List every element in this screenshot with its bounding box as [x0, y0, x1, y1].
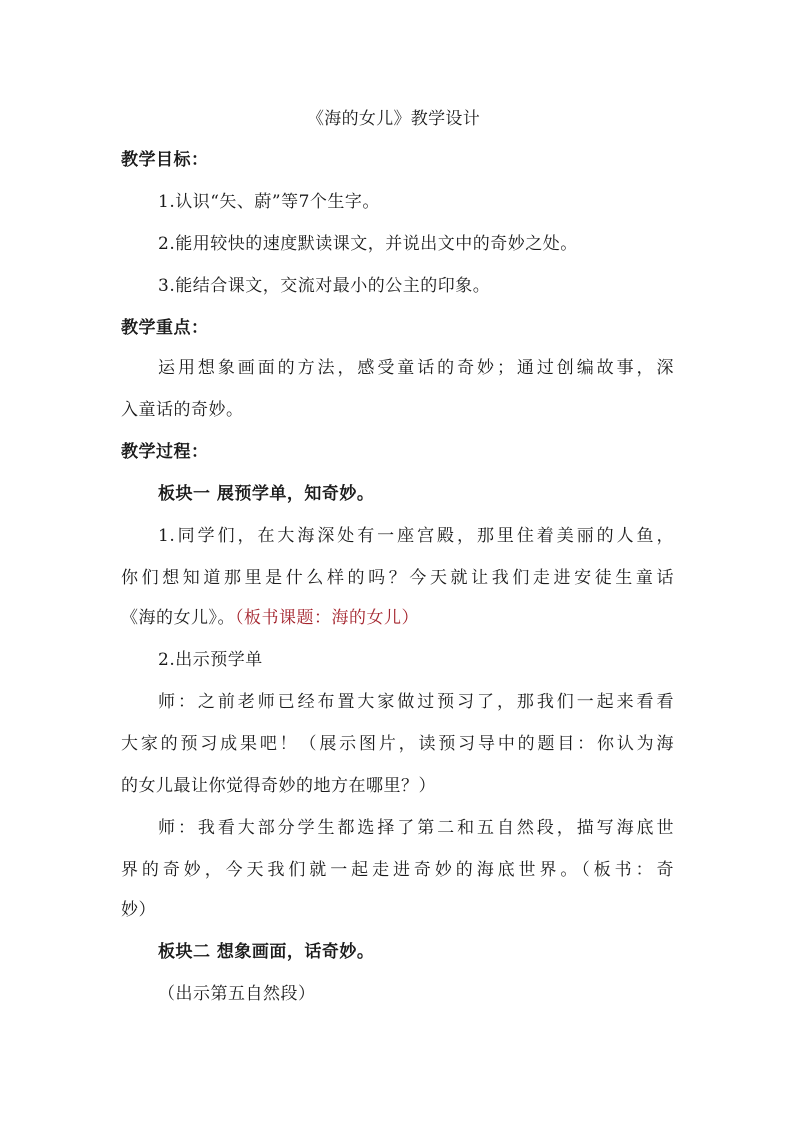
section1-p3-line-3: 的女儿最让你觉得奇妙的地方在哪里？）: [121, 776, 436, 796]
section1-p4-line-1: 师：我看大部分学生都选择了第二和五自然段，描写海底世: [158, 818, 674, 838]
section1-p3-line-1: 师：之前老师已经布置大家做过预习了，那我们一起来看看: [158, 692, 674, 712]
section2-heading: 板块二 想象画面，话奇妙。: [158, 942, 375, 962]
section1-p1-line-3: [121, 606, 419, 630]
key-points-line-1: 运用想象画面的方法，感受童话的奇妙；通过创编故事，深: [158, 358, 674, 378]
key-points-line-2: 入童话的奇妙。: [121, 400, 244, 420]
section1-p4-line-2: 界的奇妙，今天我们就一起走进奇妙的海底世界。（板书：奇: [121, 860, 674, 880]
process-heading: 教学过程：: [121, 442, 209, 462]
section1-p1-line-1: 1.同学们，在大海深处有一座宫殿，那里住着美丽的人鱼，: [158, 526, 674, 546]
key-points-heading: 教学重点：: [121, 318, 209, 338]
board-note-title: （板书课题：海的女儿）: [235, 608, 419, 628]
objectives-heading: 教学目标：: [121, 150, 209, 170]
section1-p1-title-text: 《海的女儿》。: [121, 608, 235, 628]
objective-item-3: 3.能结合课文，交流对最小的公主的印象。: [158, 276, 491, 296]
objective-item-2: 2.能用较快的速度默读课文，并说出文中的奇妙之处。: [158, 234, 578, 254]
objective-item-1: 1.认识“矢、蔚”等7个生字。: [158, 192, 380, 212]
section1-p2: 2.出示预学单: [158, 650, 263, 670]
document-title: 《海的女儿》教学设计: [307, 109, 480, 129]
section1-heading: 板块一 展预学单，知奇妙。: [158, 484, 375, 504]
section1-p3-line-2: 大家的预习成果吧！（展示图片，读预习导中的题目：你认为海: [121, 734, 674, 754]
section1-p4-line-3: 妙）: [121, 900, 156, 920]
section1-p1-line-2: 你们想知道那里是什么样的吗？今天就让我们走进安徒生童话: [121, 568, 674, 588]
section2-p1: （出示第五自然段）: [158, 984, 316, 1004]
